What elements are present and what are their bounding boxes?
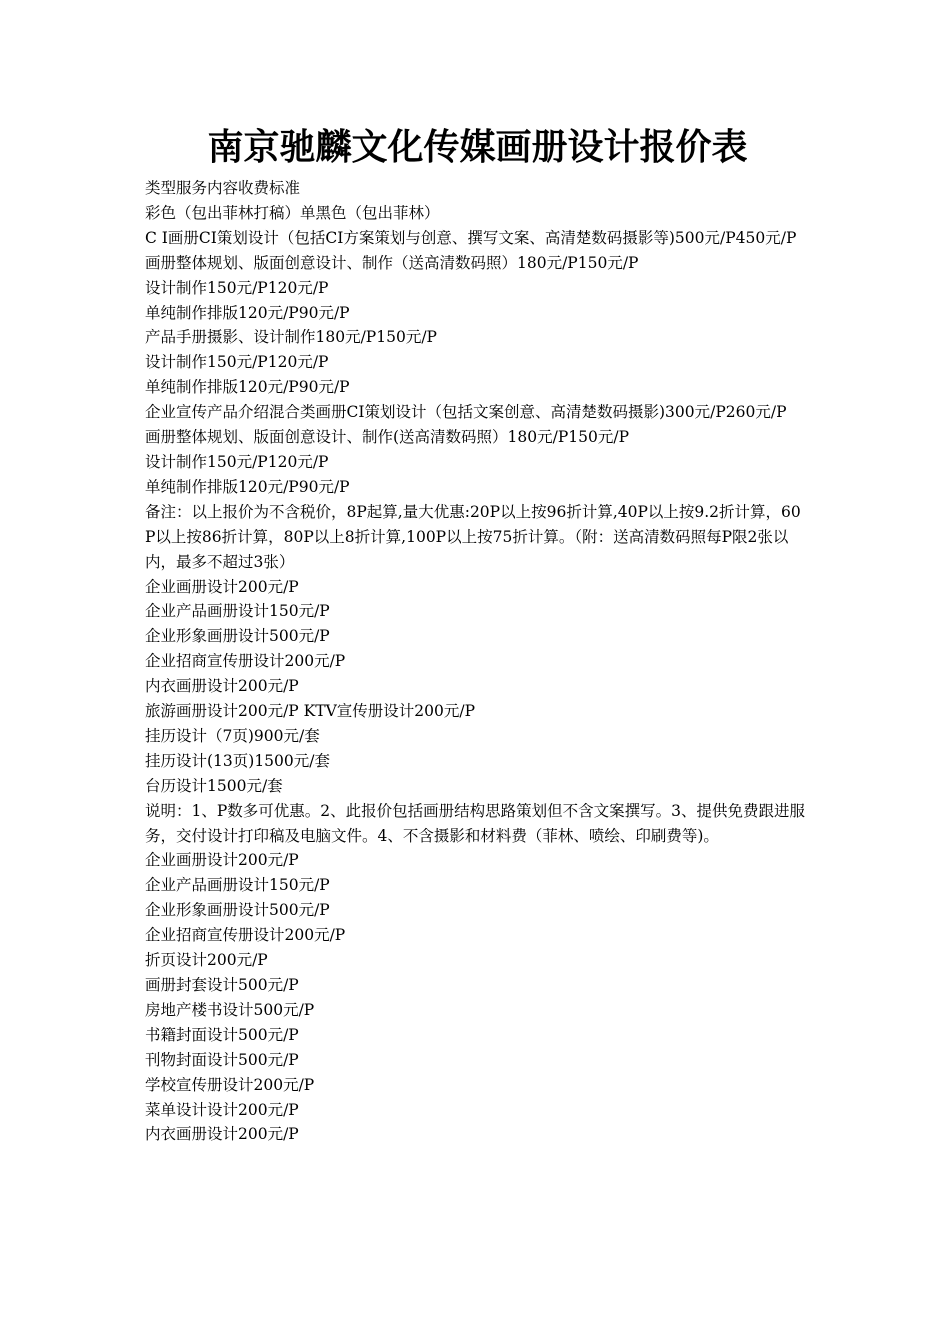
text-line: 内衣画册设计200元/P bbox=[145, 1125, 299, 1144]
text-line: 设计制作150元/P120元/P bbox=[145, 452, 329, 471]
text-line: 企业产品画册设计150元/P bbox=[145, 876, 330, 895]
text-line: 设计制作150元/P120元/P bbox=[145, 278, 329, 297]
text-line: 画册整体规划、版面创意设计、制作(送高清数码照）180元/P150元/P bbox=[145, 428, 630, 447]
text-line: 房地产楼书设计500元/P bbox=[145, 1000, 315, 1019]
text-line: 菜单设计设计200元/P bbox=[145, 1100, 299, 1119]
text-line: 设计制作150元/P120元/P bbox=[145, 353, 329, 372]
text-line: 刊物封面设计500元/P bbox=[145, 1050, 299, 1069]
text-line: 单纯制作排版120元/P90元/P bbox=[145, 477, 350, 496]
text-line: 备注：以上报价为不含税价，8P起算,量大优惠:20P以上按96折计算,40P以上按9.2折计算，60P以上按86折计算，80P以上8折计算,100P以上按75折计算。（附：送高清数码照每P限2张以内，最多不超过3张） bbox=[145, 502, 801, 571]
text-line: 台历设计1500元/套 bbox=[145, 776, 283, 795]
text-line: 企业招商宣传册设计200元/P bbox=[145, 652, 346, 671]
text-line: 画册封套设计500元/P bbox=[145, 976, 299, 994]
text-line: 企业画册设计200元/P bbox=[145, 851, 299, 870]
text-line: 说明：1、P数多可优惠。2、此报价包括画册结构思路策划但不含文案撰写。3、提供免费跟进服务，交付设计打印稿及电脑文件。4、不含摄影和材料费（菲林、喷绘、印刷费等)。 bbox=[145, 801, 806, 845]
text-line: 企业招商宣传册设计200元/P bbox=[145, 926, 346, 945]
text-line: 企业形象画册设计500元/P bbox=[145, 901, 330, 920]
text-line: 彩色（包出菲林打稿）单黑色（包出菲林） bbox=[145, 203, 440, 222]
document-page bbox=[145, 120, 810, 1147]
text-line: 产品手册摄影、设计制作180元/P150元/P bbox=[145, 328, 437, 347]
text-line: 书籍封面设计500元/P bbox=[145, 1025, 299, 1044]
text-line: 企业画册设计200元/P bbox=[145, 577, 299, 596]
text-line: 类型服务内容收费标准 bbox=[145, 179, 301, 197]
text-line: 挂历设计(13页)1500元/套 bbox=[145, 751, 330, 770]
text-line: 企业产品画册设计150元/P bbox=[145, 602, 330, 621]
text-line: 企业宣传产品介绍混合类画册CI策划设计（包括文案创意、高清楚数码摄影)300元/P260元/P bbox=[145, 403, 787, 422]
text-line: 挂历设计（7页)900元/套 bbox=[145, 726, 320, 745]
text-line: C I画册CI策划设计（包括CI方案策划与创意、撰写文案、高清楚数码摄影等)500元/P450元/P bbox=[145, 228, 797, 247]
text-line: 单纯制作排版120元/P90元/P bbox=[145, 303, 350, 322]
text-line: 企业形象画册设计500元/P bbox=[145, 627, 330, 646]
document-title: 南京驰麟文化传媒画册设计报价表 bbox=[207, 127, 748, 168]
text-line: 内衣画册设计200元/P bbox=[145, 677, 299, 696]
text-line: 折页设计200元/P bbox=[145, 951, 268, 970]
document-body bbox=[145, 176, 810, 1147]
text-line: 旅游画册设计200元/P KTV宣传册设计200元/P bbox=[145, 702, 476, 721]
text-line: 画册整体规划、版面创意设计、制作（送高清数码照）180元/P150元/P bbox=[145, 253, 639, 272]
text-line: 学校宣传册设计200元/P bbox=[145, 1075, 315, 1094]
text-line: 单纯制作排版120元/P90元/P bbox=[145, 378, 350, 397]
